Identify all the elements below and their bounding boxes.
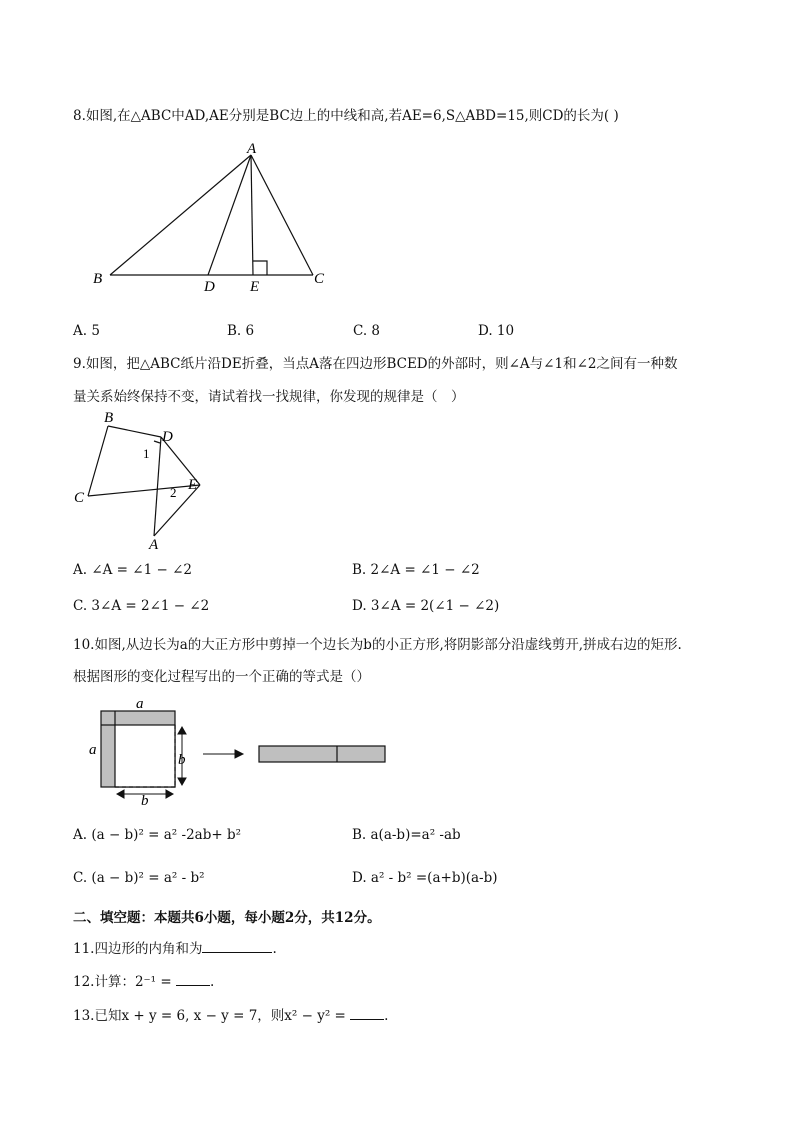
label-A: A [149,537,159,553]
question-12-text: 12.计算：2⁻¹ = [73,974,172,990]
q9-option-c: C. 3∠A = 2∠1 − ∠2 [73,598,210,614]
label-B: B [104,410,114,426]
label-C: C [314,271,325,287]
question-11-text: 11.四边形的内角和为 [73,941,203,957]
label-angle-2: 2 [170,485,177,500]
question-11-end: . [272,941,277,957]
q10-option-a: A. (a − b)² = a² -2ab+ b² [73,827,242,843]
question-13-text: 13.已知x + y = 6, x − y = 7，则x² − y² = [73,1008,346,1024]
q9-option-a: A. ∠A = ∠1 − ∠2 [73,562,192,578]
label-a-top: a [136,696,144,712]
label-D: D [204,279,215,295]
triangle-figure-q8 [88,138,348,298]
label-b-bottom: b [141,793,149,806]
answer-blank-13[interactable] [350,1007,384,1020]
label-angle-1: 1 [143,446,150,461]
question-11 [73,937,277,957]
q9-option-d: D. 3∠A = 2(∠1 − ∠2) [352,598,500,614]
q10-option-d: D. a² - b² =(a+b)(a-b) [352,870,498,886]
label-C: C [74,490,85,506]
question-10-line-1: 10.如图,从边长为a的大正方形中剪掉一个边长为b的小正方形,将阴影部分沿虚线剪开,拼成右边的矩形. [73,637,682,653]
question-9-line-1: 9.如图，把△ABC纸片沿DE折叠，当点A落在四边形BCED的外部时，则∠A与∠1和∠2之间有一种数 [73,356,678,372]
label-A: A [247,141,257,157]
question-10-line-2: 根据图形的变化过程写出的一个正确的等式是（） [73,669,370,685]
label-a-left: a [89,742,97,758]
answer-blank-11[interactable] [202,940,272,953]
question-13-end: . [384,1008,389,1024]
section-2-heading: 二、填空题：本题共6小题，每小题2分，共12分。 [73,910,381,926]
question-8-text: 8.如图,在△ABC中AD,AE分别是BC边上的中线和高,若AE=6,S△ABD=15,则CD的长为( ) [73,108,619,124]
answer-blank-12[interactable] [176,973,210,986]
q10-option-c: C. (a − b)² = a² - b² [73,870,205,886]
square-figure-q10 [85,694,395,806]
question-12-end: . [210,974,215,990]
q8-option-b: B. 6 [227,323,255,339]
label-B: B [93,271,103,287]
q8-option-a: A. 5 [73,323,100,339]
label-b-right: b [178,752,186,768]
q10-option-b: B. a(a-b)=a² -ab [352,827,461,843]
label-E: E [188,477,198,493]
label-D: D [162,429,173,445]
question-12 [73,970,214,990]
q8-option-d: D. 10 [478,323,515,339]
label-E: E [250,279,260,295]
question-13 [73,1004,388,1024]
q9-option-b: B. 2∠A = ∠1 − ∠2 [352,562,480,578]
q8-option-c: C. 8 [353,323,381,339]
folded-triangle-figure-q9 [70,408,220,553]
question-9-line-2: 量关系始终保持不变，请试着找一找规律，你发现的规律是（ ） [73,389,465,405]
